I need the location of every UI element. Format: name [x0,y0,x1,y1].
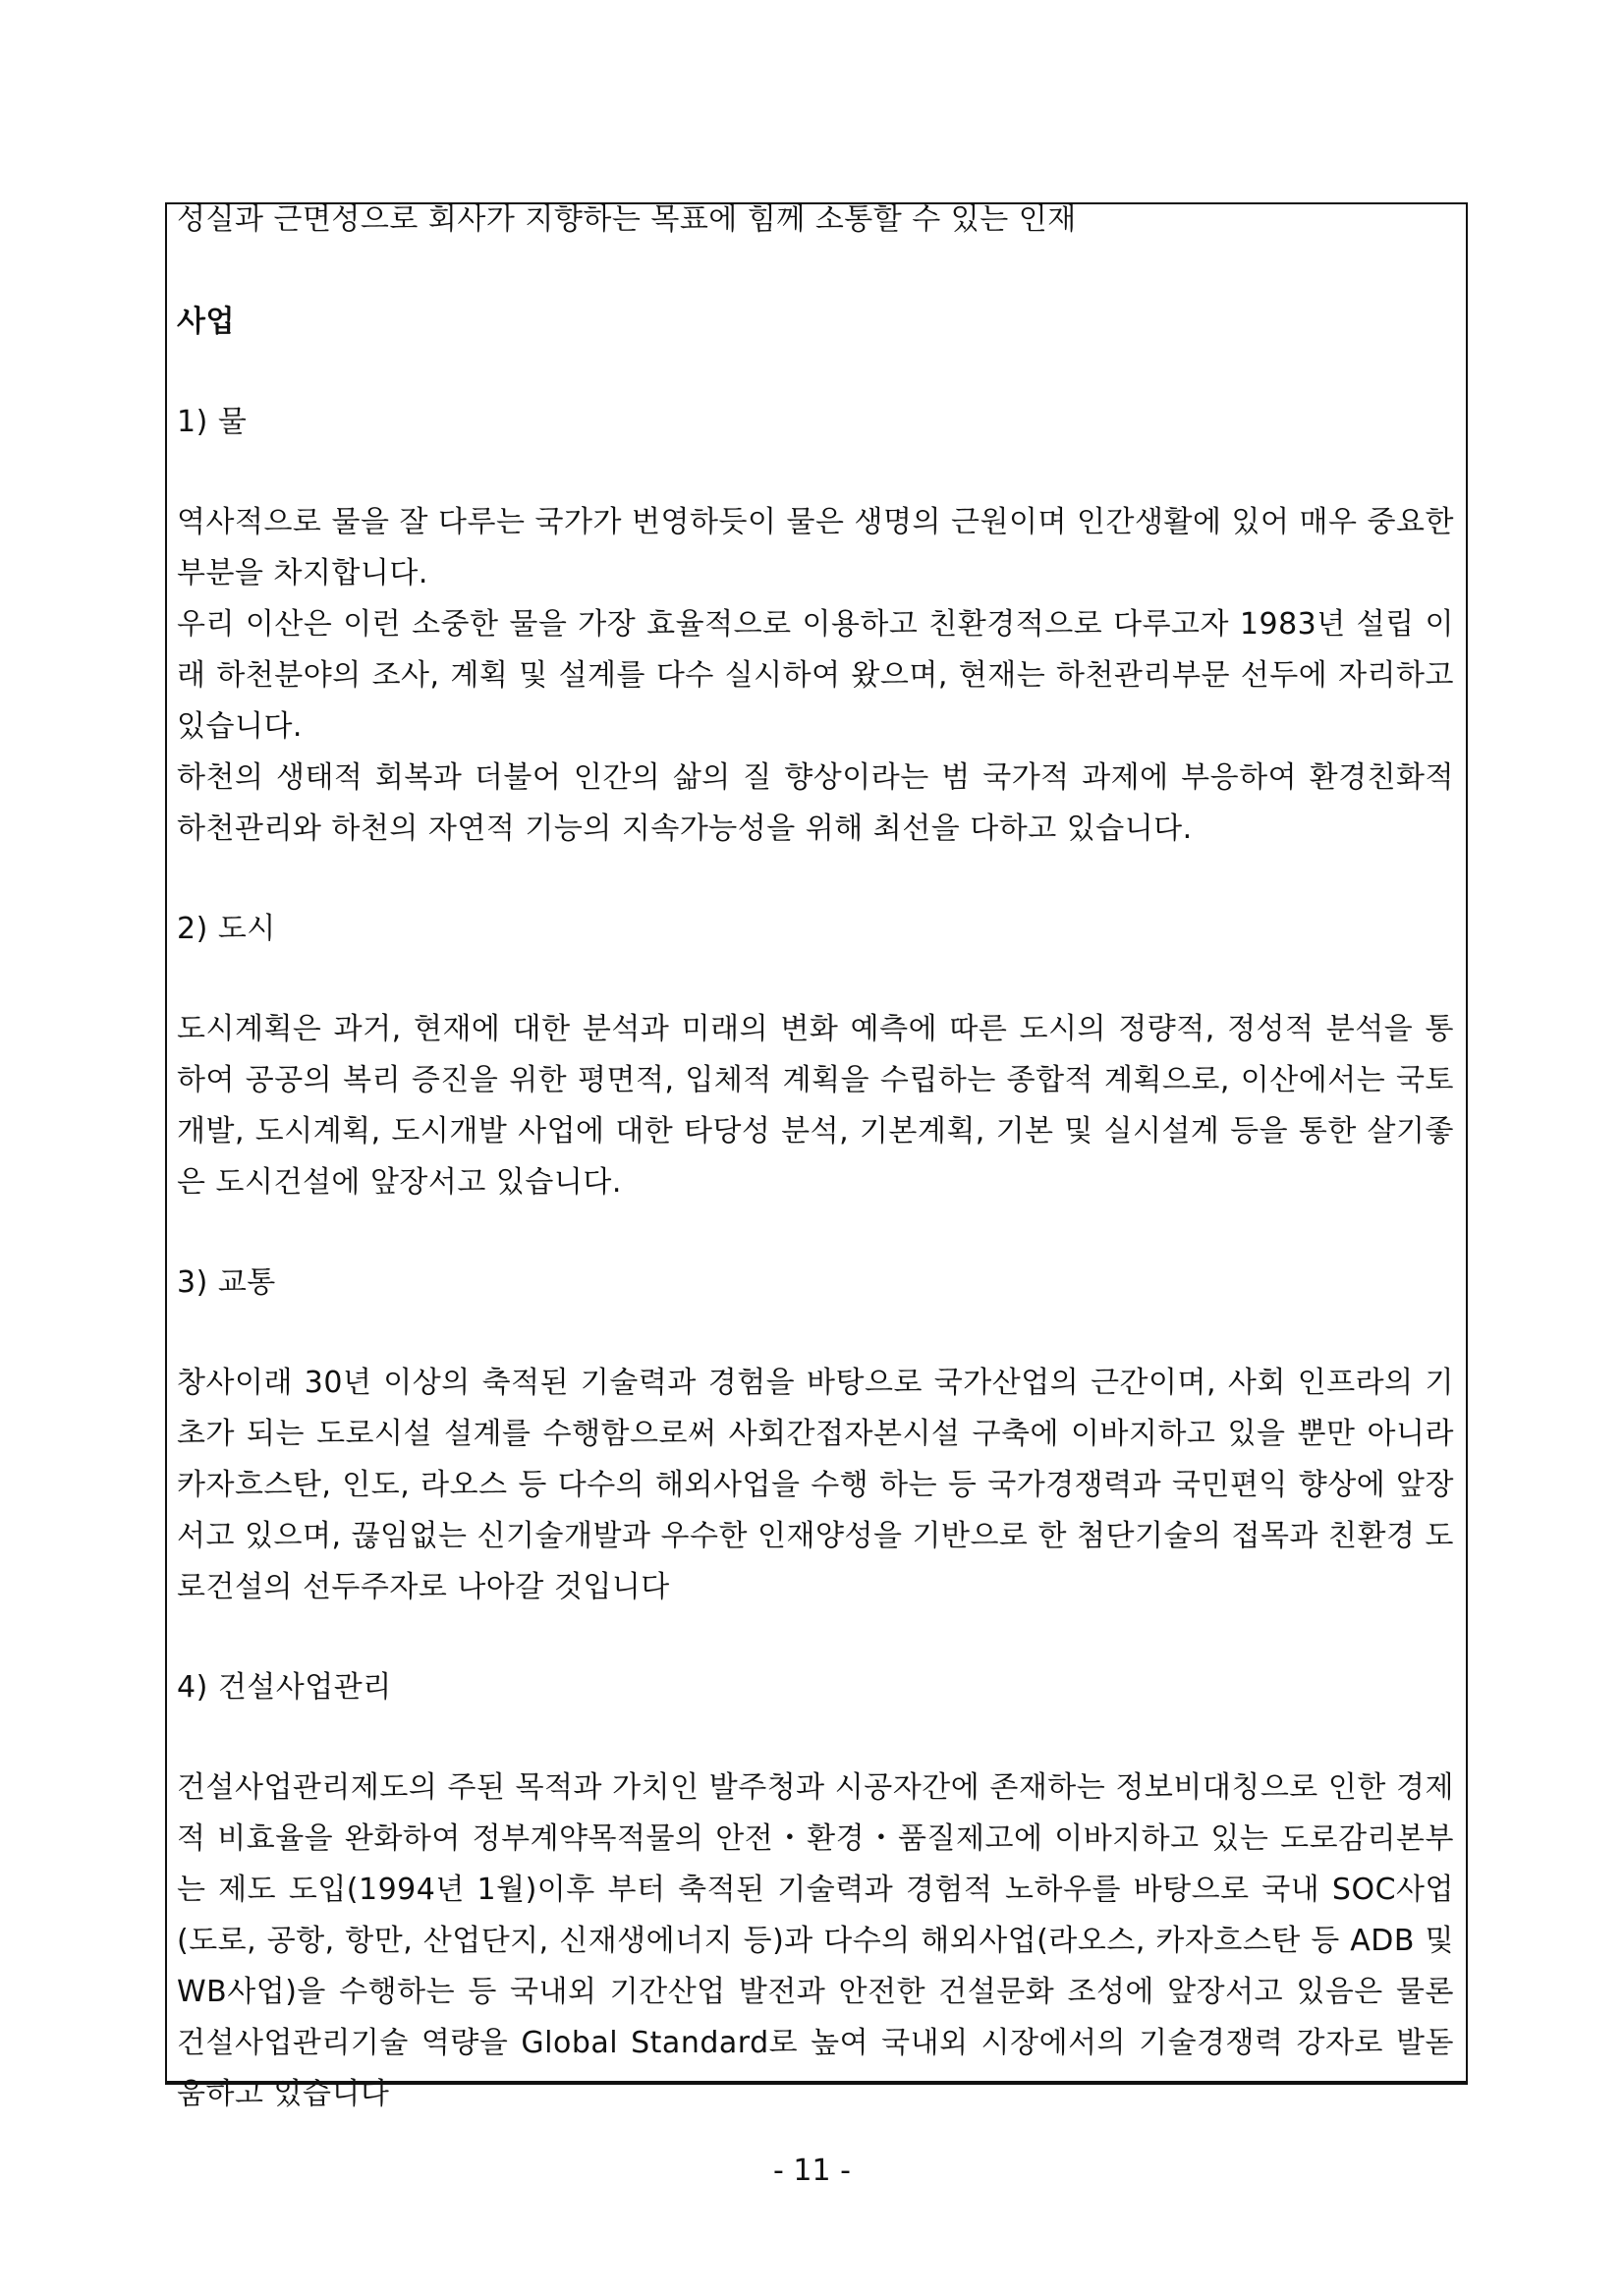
water-paragraph-2: 우리 이산은 이런 소중한 물을 가장 효율적으로 이용하고 친환경적으로 다루고자 1983년 설립 이래 하천분야의 조사, 계획 및 설계를 다수 실시하여 왔으며, 현재는 하천관리부문 선두에 자리하고 있습니다. [177,607,1454,744]
water-paragraph-3: 하천의 생태적 회복과 더불어 인간의 삶의 질 향상이라는 범 국가적 과제에 부응하여 환경친화적 하천관리와 하천의 자연적 기능의 지속가능성을 위해 최선을 다하고 있습니다. [177,760,1454,846]
section-title-transport: 3) 교통 [177,1265,276,1300]
business-heading: 사업 [177,305,235,339]
page-number: - 11 - [773,2154,851,2188]
document-body [177,195,1454,2120]
intro-line: 성실과 근면성으로 회사가 지향하는 목표에 힘께 소통할 수 있는 인재 [177,202,1077,237]
section-title-city: 2) 도시 [177,912,276,946]
water-paragraph-1: 역사적으로 물을 잘 다루는 국가가 번영하듯이 물은 생명의 근원이며 인간생활에 있어 매우 중요한 부분을 차지합니다. [177,505,1454,590]
section-title-water: 1) 물 [177,405,248,439]
construction-paragraph-1: 건설사업관리제도의 주된 목적과 가치인 발주청과 시공자간에 존재하는 정보비대칭으로 인한 경제적 비효율을 완화하여 정부계약목적물의 안전・환경・품질제고에 이바지하고 있는 도로감리본부는 제도 도입(1994년 1월)이후 부터 축적된 기술력과 경험적 노하우를 바탕으로 국내 SOC사업(도로, 공항, 항만, 산업단지, 신재생에너지 등)과 다수의 해외사업(라오스, 카자흐스탄 등 ADB 및 WB사업)을 수행하는 등 국내외 기간산업 발전과 안전한 건설문화 조성에 앞장서고 있음은 물론 건설사업관리기술 역량을 Global Standard로 높여 국내외 시장에서의 기술경쟁력 강자로 발돋움하고 있습니다 [177,1770,1454,2111]
section-title-construction: 4) 건설사업관리 [177,1670,392,1705]
transport-paragraph-1: 창사이래 30년 이상의 축적된 기술력과 경험을 바탕으로 국가산업의 근간이며, 사회 인프라의 기초가 되는 도로시설 설계를 수행함으로써 사회간접자본시설 구축에 이바지하고 있을 뿐만 아니라 카자흐스탄, 인도, 라오스 등 다수의 해외사업을 수행 하는 등 국가경쟁력과 국민편익 향상에 앞장서고 있으며, 끊임없는 신기술개발과 우수한 인재양성을 기반으로 한 첨단기술의 접목과 친환경 도로건설의 선두주자로 나아갈 것입니다 [177,1366,1454,1604]
city-paragraph-1: 도시계획은 과거, 현재에 대한 분석과 미래의 변화 예측에 따른 도시의 정량적, 정성적 분석을 통하여 공공의 복리 증진을 위한 평면적, 입체적 계획을 수립하는 종합적 계획으로, 이산에서는 국토개발, 도시계획, 도시개발 사업에 대한 타당성 분석, 기본계획, 기본 및 실시설계 등을 통한 살기좋은 도시건설에 앞장서고 있습니다. [177,1012,1454,1200]
